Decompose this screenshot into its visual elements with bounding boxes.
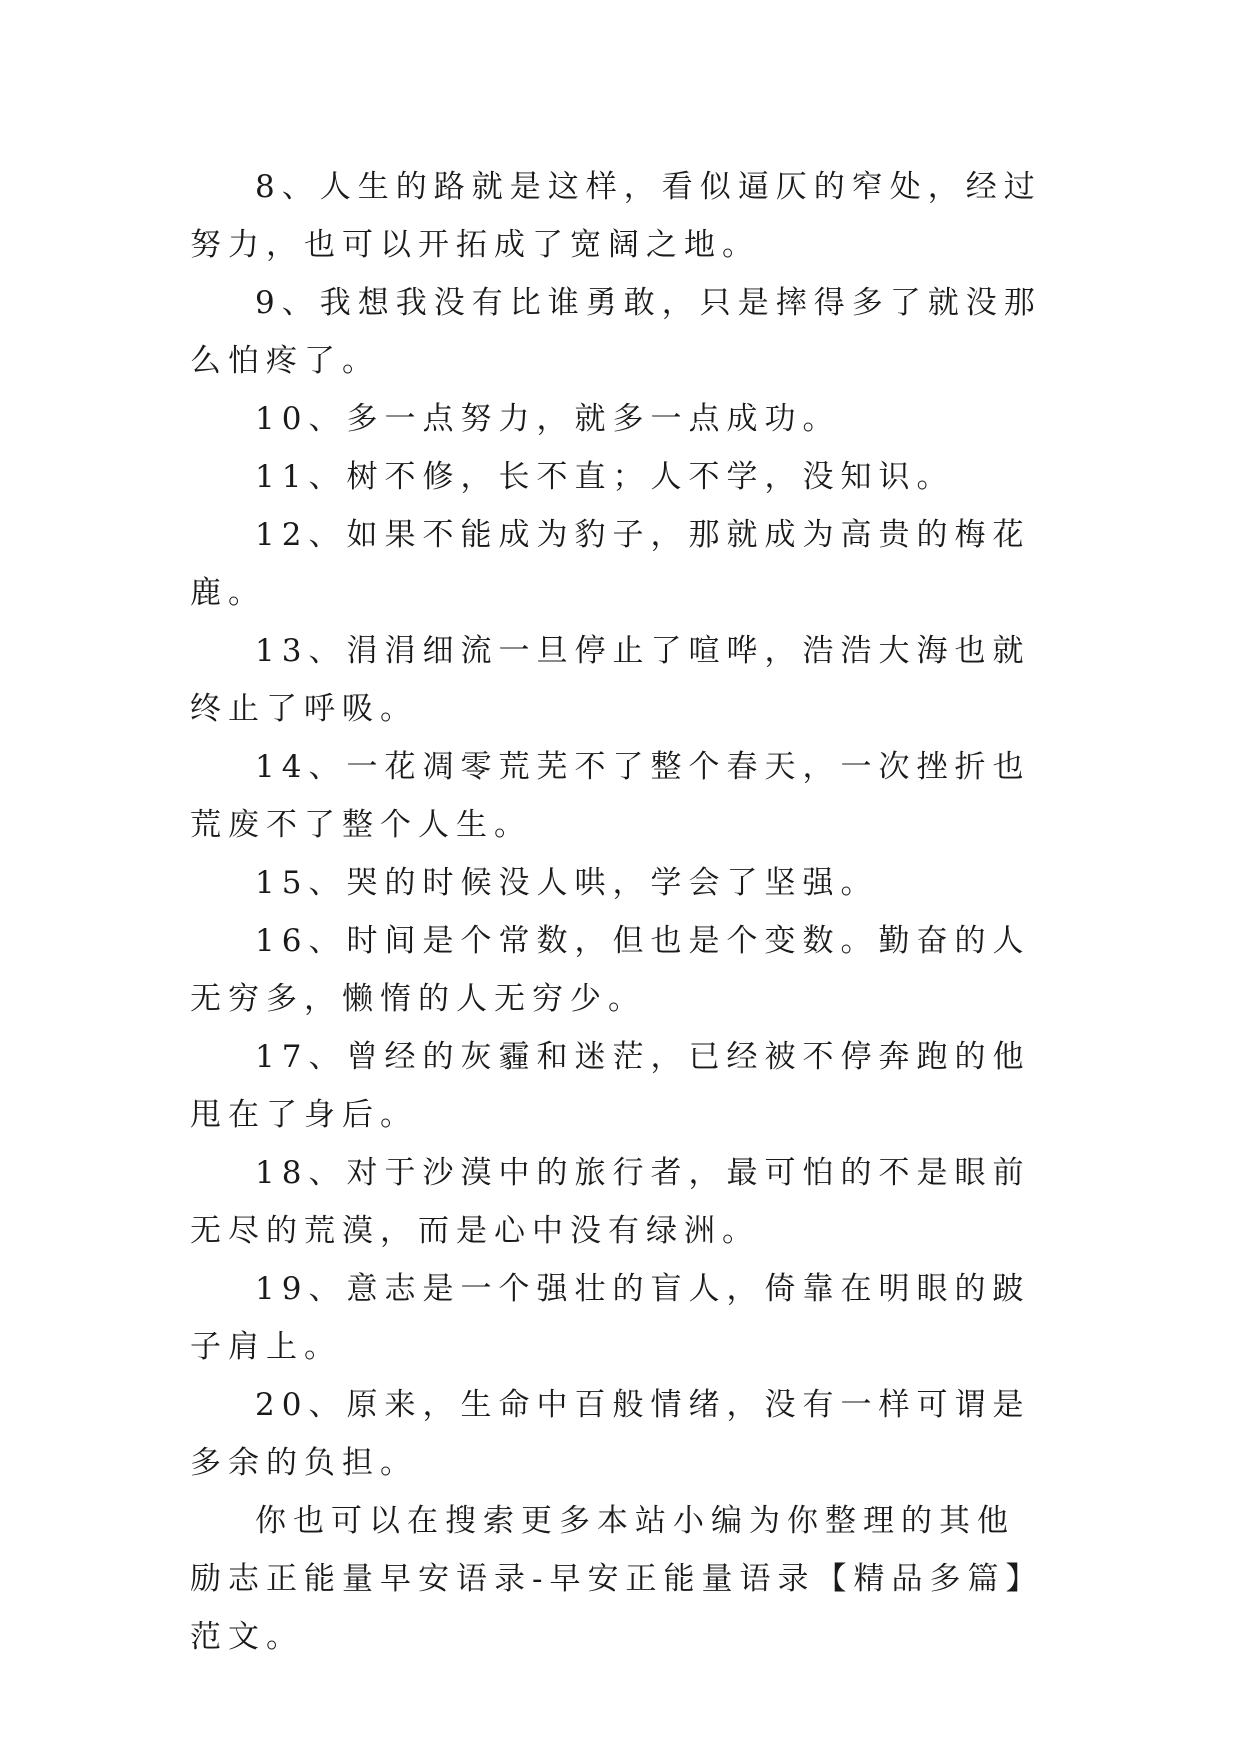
quote-paragraph-10: 10、多一点努力，就多一点成功。 [255,401,841,437]
quote-paragraph-18: 18、对于沙漠中的旅行者，最可怕的不是眼前无尽的荒漠，而是心中没有绿洲。 [190,1155,1031,1249]
quote-paragraph-9: 9、我想我没有比谁勇敢，只是摔得多了就没那么怕疼了。 [190,285,1042,379]
quote-paragraph-13: 13、涓涓细流一旦停止了喧哗，浩浩大海也就终止了呼吸。 [190,633,1031,727]
quote-paragraph-19: 19、意志是一个强壮的盲人，倚靠在明眼的跛子肩上。 [190,1271,1031,1365]
quote-paragraph-11: 11、树不修，长不直；人不学，没知识。 [255,459,955,495]
quote-paragraph-8: 8、人生的路就是这样，看似逼仄的窄处，经过努力，也可以开拓成了宽阔之地。 [190,169,1042,263]
quote-paragraph-20: 20、原来，生命中百般情绪，没有一样可谓是多余的负担。 [190,1387,1031,1481]
quote-paragraph-12: 12、如果不能成为豹子，那就成为高贵的梅花鹿。 [190,517,1031,611]
quote-paragraph-17: 17、曾经的灰霾和迷茫，已经被不停奔跑的他甩在了身后。 [190,1039,1031,1133]
quote-paragraph-16: 16、时间是个常数，但也是个变数。勤奋的人无穷多，懒惰的人无穷少。 [190,923,1031,1017]
quote-paragraph-14: 14、一花凋零荒芜不了整个春天，一次挫折也荒废不了整个人生。 [190,749,1031,843]
quote-paragraph-15: 15、哭的时候没人哄，学会了坚强。 [255,865,879,901]
document-body [190,158,1052,1666]
closing-paragraph: 你也可以在搜索更多本站小编为你整理的其他励志正能量早安语录-早安正能量语录【精品多篇】范文。 [190,1503,1044,1655]
